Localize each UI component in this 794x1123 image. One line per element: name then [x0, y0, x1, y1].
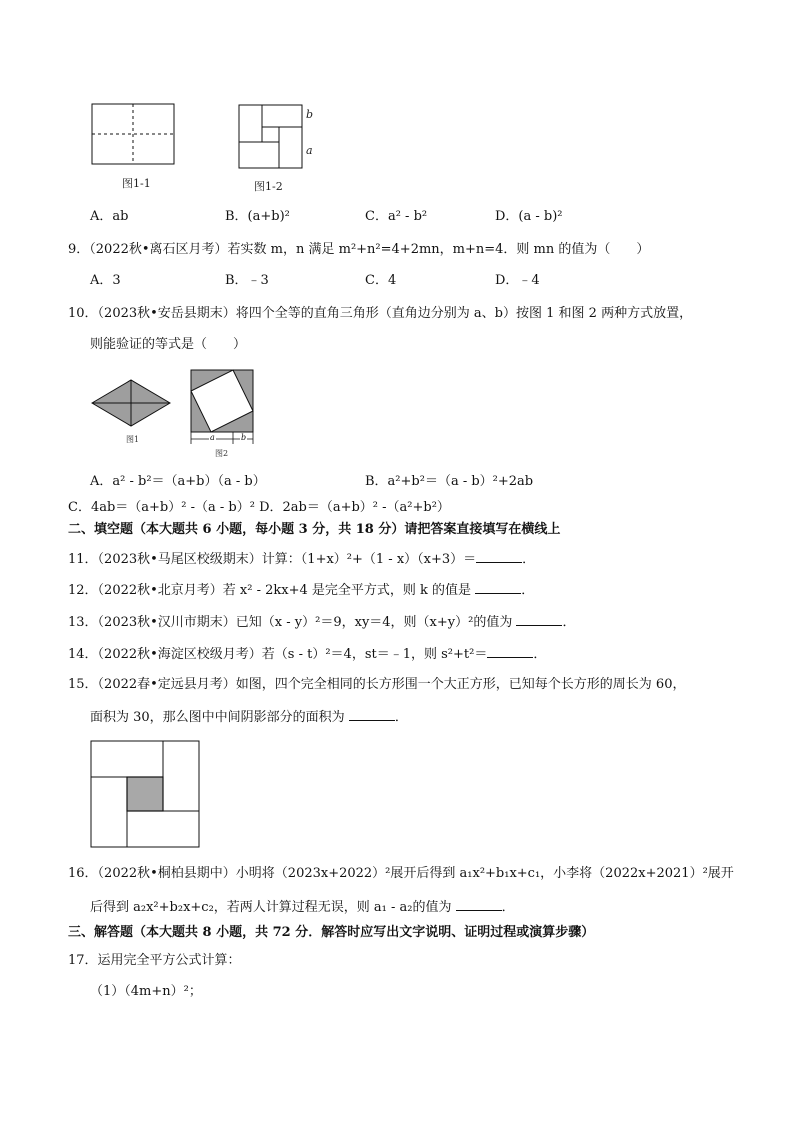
figure-10-2-label-a: a — [210, 433, 215, 442]
q8-option-c: C．a² - b² — [365, 209, 428, 224]
q11-end: ． — [522, 552, 536, 567]
q16-end: ． — [501, 900, 515, 915]
q16-stem-line1: 16．（2022秋•桐柏县期中）小明将（2023x+2022）²展开后得到 a₁x²+b₁x+c₁，小李将（2022x+2021）²展开 — [68, 866, 734, 881]
figure-1-2-caption: 图1-2 — [254, 180, 283, 193]
figure-10-2-caption: 图2 — [215, 449, 229, 458]
q10-option-a: A．a² - b²＝（a+b）（a - b） — [90, 474, 266, 489]
q12-stem: 12．（2022秋•北京月考）若 x² - 2kx+4 是完全平方式，则 k 的值是 — [68, 583, 476, 598]
section-2-heading: 二、填空题（本大题共 6 小题，每小题 3 分，共 18 分）请把答案直接填写在横线上 — [68, 522, 561, 537]
figure-10-1-caption: 图1 — [126, 435, 140, 444]
q10-stem-line1: 10．（2023秋•安岳县期末）将四个全等的直角三角形（直角边分别为 a、b）按图 1 和图 2 两种方式放置， — [68, 306, 693, 321]
q14-stem: 14．（2022秋•海淀区校级月考）若（s - t）²＝4，st＝﹣1，则 s²+t²＝ — [68, 647, 488, 662]
q10-stem-line2: 则能验证的等式是（ ） — [90, 337, 247, 352]
q9-option-a: A．3 — [90, 273, 121, 288]
q15-stem-line1: 15．（2022春•定远县月考）如图，四个完全相同的长方形围一个大正方形，已知每个长方形的周长为 60， — [68, 677, 686, 692]
q9-option-d: D．﹣4 — [495, 273, 540, 288]
q9-option-c: C．4 — [365, 273, 397, 288]
q17-part1: （1）（4m+n）²； — [90, 984, 202, 999]
q11-stem: 11．（2023秋•马尾区校级期末）计算：（1+x）²+（1 - x）（x+3）＝ — [68, 552, 477, 567]
q16-answer-blank — [456, 898, 502, 911]
figure-1-2-label-a: a — [306, 144, 313, 157]
q10-option-b: B．a²+b²＝（a - b）²+2ab — [365, 474, 534, 489]
q10-option-cd: C．4ab＝（a+b）² -（a - b）² D．2ab＝（a+b）² -（a²+b²） — [68, 500, 450, 515]
q13-end: ． — [562, 615, 576, 630]
figure-1-2-label-b: b — [306, 108, 314, 121]
q17-stem: 17．运用完全平方公式计算： — [68, 953, 241, 968]
q12-end: ． — [521, 583, 535, 598]
figure-10-2-label-b: b — [241, 433, 247, 442]
q16-line2 — [90, 898, 515, 916]
q8-option-b: B．(a+b)² — [225, 209, 290, 224]
section-3-heading: 三、解答题（本大题共 8 小题，共 72 分．解答时应写出文字说明、证明过程或演算步骤） — [68, 925, 595, 940]
q14-end: ． — [533, 647, 547, 662]
figure-1-1-caption: 图1-1 — [122, 177, 151, 190]
q8-option-d: D．(a - b)² — [495, 209, 563, 224]
q16-stem-line2: 后得到 a₂x²+b₂x+c₂，若两人计算过程无误，则 a₁ - a₂的值为 — [90, 900, 456, 915]
q8-option-a: A．ab — [90, 209, 129, 224]
q13-stem: 13．（2023秋•汉川市期末）已知（x - y）²＝9，xy＝4，则（x+y）²的值为 — [68, 615, 517, 630]
q15-stem-line2: 面积为 30，那么图中中间阴影部分的面积为 — [90, 710, 349, 725]
q15-end: ． — [394, 710, 408, 725]
q9-stem: 9．（2022秋•离石区月考）若实数 m，n 满足 m²+n²=4+2mn，m+n=4．则 mn 的值为（ ） — [68, 242, 650, 257]
q9-option-b: B．﹣3 — [225, 273, 269, 288]
